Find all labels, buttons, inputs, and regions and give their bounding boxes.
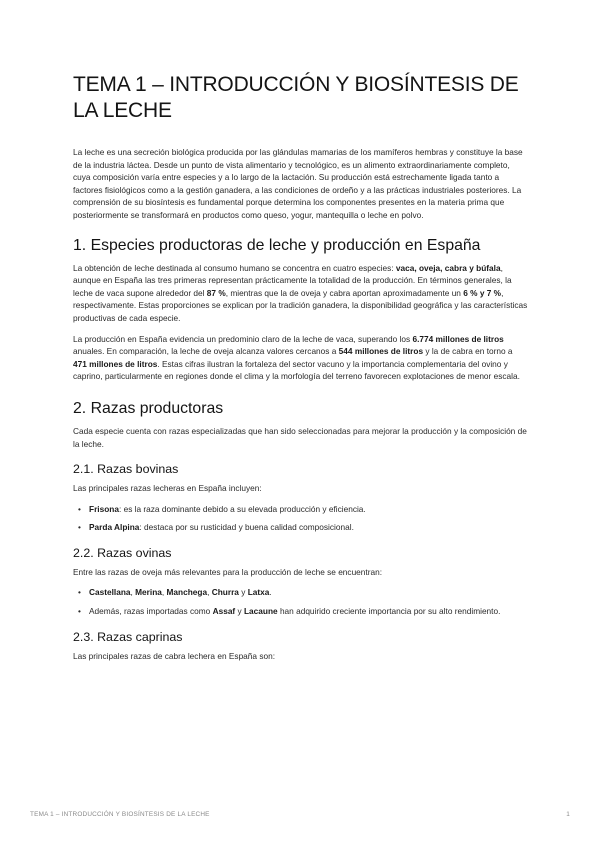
section-2-heading: 2. Razas productoras (73, 399, 224, 417)
text-run: . Estas cifras ilustran la fortaleza del sector vacuno y la importancia complementaria del ovino y caprino, particularmente en regiones donde el clima y la morfología del terreno favorecen explotaciones de menor escala. (73, 358, 520, 382)
text-run: han adquirido creciente importancia por su alto rendimiento. (277, 606, 501, 617)
text-run: anuales. En comparación, la leche de oveja alcanza valores cercanos a (73, 346, 339, 357)
text-run: : es la raza dominante debido a su elevada producción y eficiencia. (118, 503, 366, 514)
bold-text: Frisona (89, 503, 119, 514)
subsection-bovinas-heading: 2.1. Razas bovinas (73, 462, 179, 477)
bold-text: 87 % (206, 287, 226, 298)
bold-text: Churra (211, 587, 239, 598)
subsection-caprinas-intro: Las principales razas de cabra lechera en España son: (73, 650, 276, 661)
bold-text: Latxa (247, 587, 270, 598)
footer-title: TEMA 1 – INTRODUCCIÓN Y BIOSÍNTESIS DE LA LECHE (30, 811, 210, 818)
text-run: La producción en España evidencia un predominio claro de la leche de vaca, superando los (73, 333, 413, 344)
subsection-caprinas-heading: 2.3. Razas caprinas (73, 629, 183, 644)
bold-text: vaca, oveja, cabra y búfala (395, 262, 501, 273)
subsection-ovinas-intro: Entre las razas de oveja más relevantes para la producción de leche se encuentran: (73, 566, 383, 577)
page-title: TEMA 1 – INTRODUCCIÓN Y BIOSÍNTESIS DE LA LECHE (73, 73, 519, 122)
intro-paragraph: La leche es una secreción biológica producida por las glándulas mamarias de los mamíferos hembras y constituye la base de la industria láctea. Desde un punto de vista alimentario y tecnológico, es un alimento extraordinariamente completo, cuya composición varía entre especies y a lo largo de la lactación. Su producción está estrechamente ligada tanto a factores fisiológicos como a la gestión ganadera, a las condiciones de ordeño y a las prácticas industriales posteriores. La comprensión de su biosíntesis es fundamental porque determina los componentes presentes en la materia prima que posteriormente se transformará en productos como queso, yogur, mantequilla o leche en polvo. (73, 147, 523, 220)
text-run: y (235, 606, 244, 617)
text-run: , aunque en España las tres primeras representan prácticamente la totalidad de la producción. En términos generales, la leche de vaca supone alrededor del (73, 262, 512, 298)
text-run: , (161, 587, 167, 598)
page-number: 1 (566, 811, 570, 818)
bullet-icon: • (78, 606, 81, 617)
text-run: . (269, 587, 272, 598)
subsection-ovinas-heading: 2.2. Razas ovinas (73, 545, 172, 560)
section-2-intro: Cada especie cuenta con razas especializadas que han sido seleccionadas para mejorar la producción y la composición de la leche. (73, 425, 527, 449)
bold-text: Lacaune (243, 606, 278, 617)
bold-text: 6.774 millones de litros (412, 333, 504, 344)
bold-text: Parda Alpina (89, 522, 140, 533)
text-run: y la de cabra en torno a (423, 346, 513, 357)
text-run: La obtención de leche destinada al consumo humano se concentra en cuatro especies: (73, 262, 396, 273)
bold-text: Assaf (212, 606, 236, 617)
bold-text: 471 millones de litros (73, 358, 158, 369)
bullet-icon: • (78, 587, 81, 598)
bold-text: Castellana (89, 587, 131, 598)
page-footer (30, 811, 570, 818)
text-run: , (130, 587, 136, 598)
document-page (73, 72, 528, 670)
text-run: , mientras que la de oveja y cabra aportan aproximadamente un (225, 287, 464, 298)
bullet-icon: • (78, 522, 81, 533)
bold-text: 6 % y 7 % (463, 287, 502, 298)
list-item (73, 605, 528, 618)
list-item (73, 503, 528, 516)
text-run: , (207, 587, 212, 598)
section-1-heading: 1. Especies productoras de leche y producción en España (73, 236, 481, 254)
section-1-paragraph-1 (73, 262, 528, 325)
text-run: , respectivamente. Estas proporciones se explican por la tradición ganadera, la disponibilidad geográfica y las características productivas de cada especie. (73, 287, 528, 323)
text-run: y (238, 587, 248, 598)
list-item (73, 586, 528, 599)
text-run: Además, razas importadas como (89, 606, 213, 617)
bold-text: Manchega (166, 587, 208, 598)
bovinas-list (73, 503, 528, 534)
subsection-bovinas-intro: Las principales razas lecheras en España incluyen: (73, 483, 262, 494)
list-item (73, 521, 528, 534)
bold-text: Merina (135, 587, 162, 598)
bullet-icon: • (78, 503, 81, 514)
section-1-paragraph-2 (73, 333, 528, 383)
text-run: : destaca por su rusticidad y buena calidad composicional. (139, 522, 354, 533)
bold-text: 544 millones de litros (338, 346, 424, 357)
ovinas-list (73, 586, 528, 617)
